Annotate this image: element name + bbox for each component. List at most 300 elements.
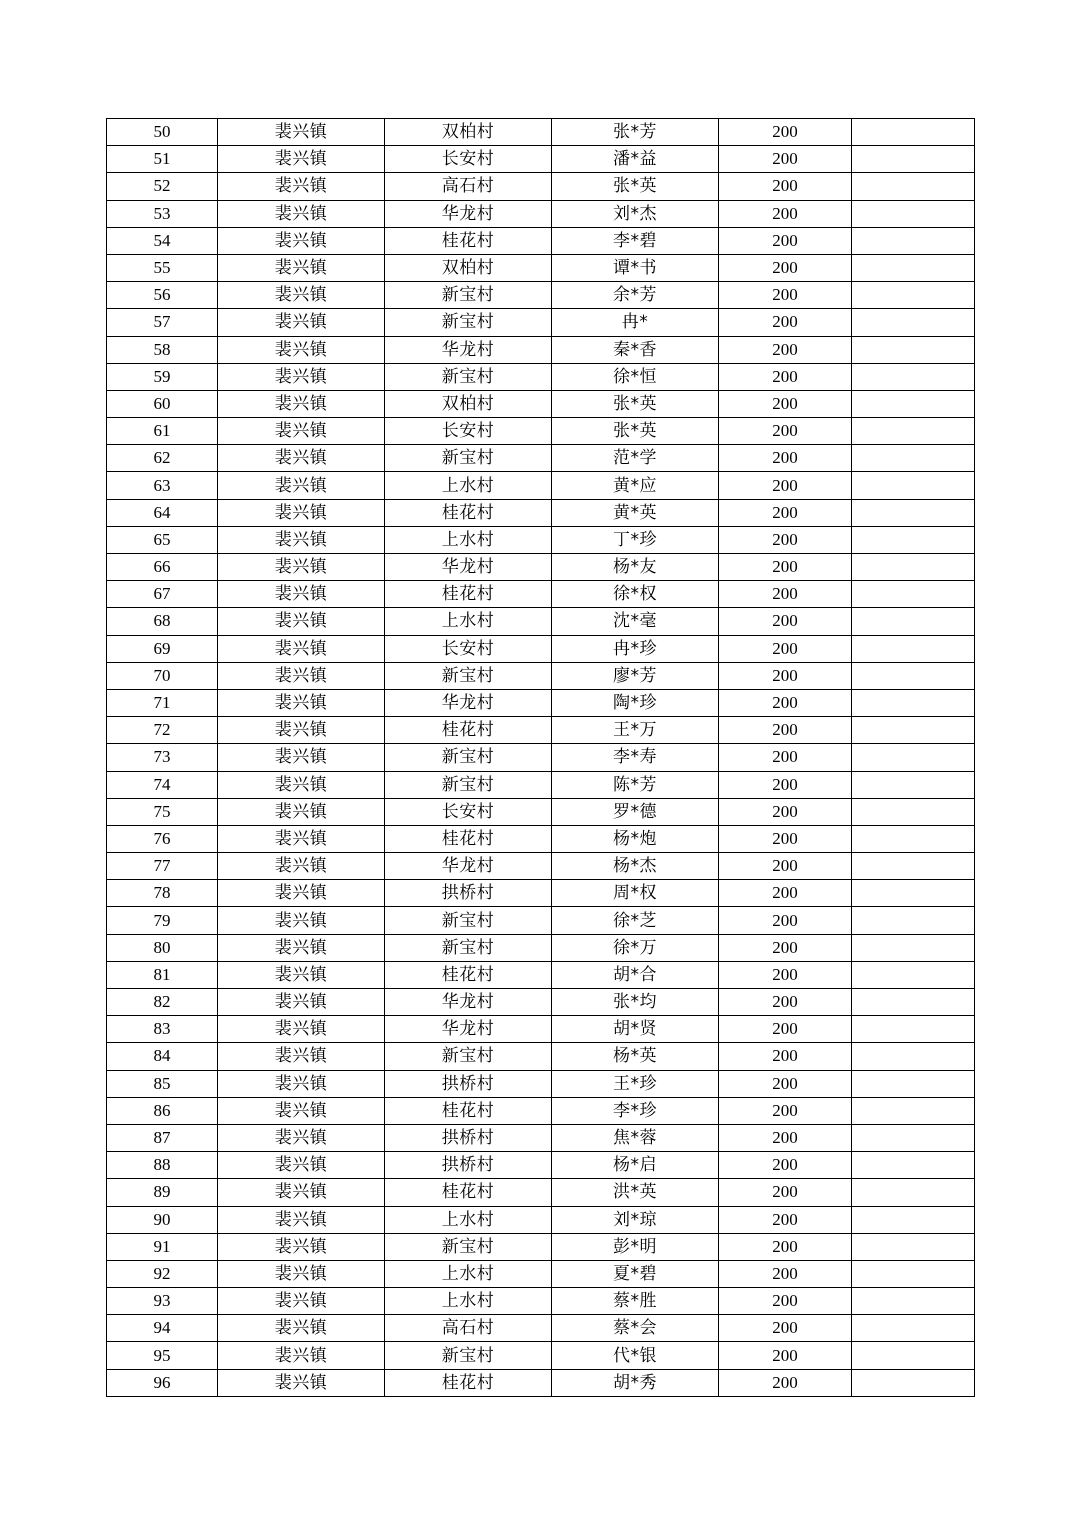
cell-town: 裴兴镇 bbox=[218, 662, 385, 689]
cell-blank bbox=[852, 635, 975, 662]
table-row bbox=[107, 689, 975, 716]
cell-blank bbox=[852, 1233, 975, 1260]
cell-village: 上水村 bbox=[385, 1288, 552, 1315]
cell-town: 裴兴镇 bbox=[218, 499, 385, 526]
cell-town: 裴兴镇 bbox=[218, 853, 385, 880]
cell-blank bbox=[852, 934, 975, 961]
cell-blank bbox=[852, 254, 975, 281]
cell-index: 93 bbox=[107, 1288, 218, 1315]
table-row bbox=[107, 1124, 975, 1151]
table-row bbox=[107, 146, 975, 173]
cell-town: 裴兴镇 bbox=[218, 119, 385, 146]
cell-index: 69 bbox=[107, 635, 218, 662]
cell-blank bbox=[852, 390, 975, 417]
cell-village: 双柏村 bbox=[385, 119, 552, 146]
cell-amount: 200 bbox=[719, 227, 852, 254]
cell-blank bbox=[852, 472, 975, 499]
cell-village: 新宝村 bbox=[385, 934, 552, 961]
cell-blank bbox=[852, 907, 975, 934]
cell-name: 张*英 bbox=[552, 390, 719, 417]
cell-name: 王*珍 bbox=[552, 1070, 719, 1097]
cell-town: 裴兴镇 bbox=[218, 173, 385, 200]
cell-amount: 200 bbox=[719, 1342, 852, 1369]
cell-index: 76 bbox=[107, 825, 218, 852]
cell-blank bbox=[852, 1369, 975, 1396]
cell-name: 范*学 bbox=[552, 445, 719, 472]
cell-town: 裴兴镇 bbox=[218, 880, 385, 907]
cell-town: 裴兴镇 bbox=[218, 1043, 385, 1070]
table-row bbox=[107, 1179, 975, 1206]
cell-index: 65 bbox=[107, 526, 218, 553]
cell-blank bbox=[852, 608, 975, 635]
cell-town: 裴兴镇 bbox=[218, 608, 385, 635]
table-row bbox=[107, 363, 975, 390]
cell-index: 56 bbox=[107, 282, 218, 309]
cell-name: 杨*友 bbox=[552, 554, 719, 581]
cell-amount: 200 bbox=[719, 1097, 852, 1124]
cell-name: 徐*万 bbox=[552, 934, 719, 961]
cell-village: 上水村 bbox=[385, 1260, 552, 1287]
cell-index: 68 bbox=[107, 608, 218, 635]
cell-village: 新宝村 bbox=[385, 1233, 552, 1260]
cell-name: 秦*香 bbox=[552, 336, 719, 363]
table-row bbox=[107, 608, 975, 635]
cell-town: 裴兴镇 bbox=[218, 934, 385, 961]
cell-blank bbox=[852, 173, 975, 200]
cell-village: 新宝村 bbox=[385, 309, 552, 336]
cell-index: 81 bbox=[107, 961, 218, 988]
cell-index: 87 bbox=[107, 1124, 218, 1151]
cell-name: 杨*杰 bbox=[552, 853, 719, 880]
cell-village: 桂花村 bbox=[385, 499, 552, 526]
cell-blank bbox=[852, 1206, 975, 1233]
cell-index: 95 bbox=[107, 1342, 218, 1369]
cell-index: 54 bbox=[107, 227, 218, 254]
cell-amount: 200 bbox=[719, 662, 852, 689]
cell-name: 洪*英 bbox=[552, 1179, 719, 1206]
table-row bbox=[107, 581, 975, 608]
table-row bbox=[107, 1233, 975, 1260]
table-row bbox=[107, 825, 975, 852]
table-row bbox=[107, 173, 975, 200]
cell-name: 谭*书 bbox=[552, 254, 719, 281]
cell-index: 79 bbox=[107, 907, 218, 934]
cell-name: 丁*珍 bbox=[552, 526, 719, 553]
table-row bbox=[107, 635, 975, 662]
cell-blank bbox=[852, 309, 975, 336]
cell-blank bbox=[852, 418, 975, 445]
table-row bbox=[107, 526, 975, 553]
cell-blank bbox=[852, 1124, 975, 1151]
cell-amount: 200 bbox=[719, 200, 852, 227]
cell-town: 裴兴镇 bbox=[218, 744, 385, 771]
cell-village: 华龙村 bbox=[385, 1016, 552, 1043]
cell-blank bbox=[852, 445, 975, 472]
cell-amount: 200 bbox=[719, 1016, 852, 1043]
cell-blank bbox=[852, 961, 975, 988]
cell-index: 52 bbox=[107, 173, 218, 200]
cell-amount: 200 bbox=[719, 418, 852, 445]
cell-town: 裴兴镇 bbox=[218, 1260, 385, 1287]
cell-name: 张*芳 bbox=[552, 119, 719, 146]
table-row bbox=[107, 119, 975, 146]
table-row bbox=[107, 1070, 975, 1097]
cell-village: 桂花村 bbox=[385, 227, 552, 254]
cell-index: 75 bbox=[107, 798, 218, 825]
table-row bbox=[107, 227, 975, 254]
cell-index: 61 bbox=[107, 418, 218, 445]
cell-village: 高石村 bbox=[385, 1315, 552, 1342]
cell-amount: 200 bbox=[719, 445, 852, 472]
cell-index: 89 bbox=[107, 1179, 218, 1206]
cell-town: 裴兴镇 bbox=[218, 635, 385, 662]
cell-index: 83 bbox=[107, 1016, 218, 1043]
cell-amount: 200 bbox=[719, 961, 852, 988]
cell-village: 拱桥村 bbox=[385, 880, 552, 907]
cell-town: 裴兴镇 bbox=[218, 227, 385, 254]
cell-index: 71 bbox=[107, 689, 218, 716]
cell-town: 裴兴镇 bbox=[218, 146, 385, 173]
cell-amount: 200 bbox=[719, 825, 852, 852]
cell-town: 裴兴镇 bbox=[218, 989, 385, 1016]
cell-village: 华龙村 bbox=[385, 989, 552, 1016]
table-row bbox=[107, 989, 975, 1016]
cell-index: 73 bbox=[107, 744, 218, 771]
cell-blank bbox=[852, 853, 975, 880]
table-row bbox=[107, 1097, 975, 1124]
cell-blank bbox=[852, 499, 975, 526]
cell-town: 裴兴镇 bbox=[218, 961, 385, 988]
cell-town: 裴兴镇 bbox=[218, 418, 385, 445]
cell-amount: 200 bbox=[719, 1233, 852, 1260]
cell-town: 裴兴镇 bbox=[218, 1369, 385, 1396]
table-row bbox=[107, 662, 975, 689]
cell-name: 陈*芳 bbox=[552, 771, 719, 798]
cell-amount: 200 bbox=[719, 689, 852, 716]
cell-blank bbox=[852, 119, 975, 146]
cell-index: 82 bbox=[107, 989, 218, 1016]
cell-name: 王*万 bbox=[552, 717, 719, 744]
cell-name: 徐*权 bbox=[552, 581, 719, 608]
cell-amount: 200 bbox=[719, 472, 852, 499]
cell-village: 上水村 bbox=[385, 1206, 552, 1233]
cell-blank bbox=[852, 689, 975, 716]
cell-amount: 200 bbox=[719, 309, 852, 336]
cell-town: 裴兴镇 bbox=[218, 472, 385, 499]
cell-amount: 200 bbox=[719, 608, 852, 635]
cell-town: 裴兴镇 bbox=[218, 771, 385, 798]
cell-blank bbox=[852, 1070, 975, 1097]
table-row bbox=[107, 309, 975, 336]
cell-town: 裴兴镇 bbox=[218, 336, 385, 363]
cell-name: 黄*英 bbox=[552, 499, 719, 526]
cell-blank bbox=[852, 1342, 975, 1369]
cell-village: 华龙村 bbox=[385, 336, 552, 363]
cell-name: 焦*蓉 bbox=[552, 1124, 719, 1151]
table-row bbox=[107, 771, 975, 798]
table-row bbox=[107, 880, 975, 907]
cell-amount: 200 bbox=[719, 1179, 852, 1206]
cell-town: 裴兴镇 bbox=[218, 1315, 385, 1342]
cell-amount: 200 bbox=[719, 1206, 852, 1233]
cell-index: 53 bbox=[107, 200, 218, 227]
cell-amount: 200 bbox=[719, 771, 852, 798]
cell-amount: 200 bbox=[719, 1315, 852, 1342]
cell-blank bbox=[852, 336, 975, 363]
cell-blank bbox=[852, 1288, 975, 1315]
table-row bbox=[107, 1342, 975, 1369]
cell-town: 裴兴镇 bbox=[218, 554, 385, 581]
cell-index: 59 bbox=[107, 363, 218, 390]
cell-index: 84 bbox=[107, 1043, 218, 1070]
cell-index: 67 bbox=[107, 581, 218, 608]
cell-index: 63 bbox=[107, 472, 218, 499]
cell-town: 裴兴镇 bbox=[218, 390, 385, 417]
cell-index: 55 bbox=[107, 254, 218, 281]
table-row bbox=[107, 1043, 975, 1070]
cell-village: 上水村 bbox=[385, 526, 552, 553]
cell-blank bbox=[852, 798, 975, 825]
cell-town: 裴兴镇 bbox=[218, 200, 385, 227]
cell-index: 70 bbox=[107, 662, 218, 689]
cell-index: 78 bbox=[107, 880, 218, 907]
table-row bbox=[107, 1369, 975, 1396]
cell-village: 拱桥村 bbox=[385, 1152, 552, 1179]
cell-village: 新宝村 bbox=[385, 1043, 552, 1070]
cell-index: 77 bbox=[107, 853, 218, 880]
cell-index: 66 bbox=[107, 554, 218, 581]
table-row bbox=[107, 472, 975, 499]
cell-town: 裴兴镇 bbox=[218, 581, 385, 608]
cell-name: 徐*恒 bbox=[552, 363, 719, 390]
cell-amount: 200 bbox=[719, 1124, 852, 1151]
cell-village: 华龙村 bbox=[385, 200, 552, 227]
table-row bbox=[107, 1315, 975, 1342]
cell-blank bbox=[852, 227, 975, 254]
cell-name: 李*寿 bbox=[552, 744, 719, 771]
cell-blank bbox=[852, 1179, 975, 1206]
cell-index: 80 bbox=[107, 934, 218, 961]
cell-village: 桂花村 bbox=[385, 717, 552, 744]
cell-village: 双柏村 bbox=[385, 390, 552, 417]
cell-name: 周*权 bbox=[552, 880, 719, 907]
cell-town: 裴兴镇 bbox=[218, 798, 385, 825]
cell-index: 92 bbox=[107, 1260, 218, 1287]
table-row bbox=[107, 717, 975, 744]
cell-blank bbox=[852, 146, 975, 173]
cell-amount: 200 bbox=[719, 554, 852, 581]
cell-name: 胡*秀 bbox=[552, 1369, 719, 1396]
cell-name: 杨*启 bbox=[552, 1152, 719, 1179]
cell-index: 74 bbox=[107, 771, 218, 798]
cell-name: 黄*应 bbox=[552, 472, 719, 499]
cell-index: 91 bbox=[107, 1233, 218, 1260]
cell-blank bbox=[852, 744, 975, 771]
cell-amount: 200 bbox=[719, 1288, 852, 1315]
cell-town: 裴兴镇 bbox=[218, 445, 385, 472]
cell-amount: 200 bbox=[719, 934, 852, 961]
cell-amount: 200 bbox=[719, 853, 852, 880]
cell-amount: 200 bbox=[719, 336, 852, 363]
table-row bbox=[107, 1260, 975, 1287]
cell-blank bbox=[852, 526, 975, 553]
cell-town: 裴兴镇 bbox=[218, 1097, 385, 1124]
cell-town: 裴兴镇 bbox=[218, 1124, 385, 1151]
cell-amount: 200 bbox=[719, 282, 852, 309]
cell-amount: 200 bbox=[719, 1260, 852, 1287]
cell-village: 新宝村 bbox=[385, 907, 552, 934]
cell-amount: 200 bbox=[719, 907, 852, 934]
cell-blank bbox=[852, 200, 975, 227]
cell-blank bbox=[852, 662, 975, 689]
cell-amount: 200 bbox=[719, 390, 852, 417]
cell-index: 64 bbox=[107, 499, 218, 526]
cell-index: 57 bbox=[107, 309, 218, 336]
cell-town: 裴兴镇 bbox=[218, 1070, 385, 1097]
cell-village: 上水村 bbox=[385, 608, 552, 635]
table-row bbox=[107, 336, 975, 363]
cell-name: 刘*琼 bbox=[552, 1206, 719, 1233]
cell-village: 新宝村 bbox=[385, 771, 552, 798]
cell-village: 华龙村 bbox=[385, 554, 552, 581]
cell-town: 裴兴镇 bbox=[218, 825, 385, 852]
cell-name: 彭*明 bbox=[552, 1233, 719, 1260]
cell-blank bbox=[852, 581, 975, 608]
cell-town: 裴兴镇 bbox=[218, 363, 385, 390]
cell-amount: 200 bbox=[719, 989, 852, 1016]
cell-amount: 200 bbox=[719, 635, 852, 662]
cell-index: 62 bbox=[107, 445, 218, 472]
cell-village: 新宝村 bbox=[385, 282, 552, 309]
cell-amount: 200 bbox=[719, 1369, 852, 1396]
cell-index: 86 bbox=[107, 1097, 218, 1124]
cell-blank bbox=[852, 825, 975, 852]
cell-town: 裴兴镇 bbox=[218, 689, 385, 716]
cell-amount: 200 bbox=[719, 499, 852, 526]
cell-village: 桂花村 bbox=[385, 581, 552, 608]
table-row bbox=[107, 418, 975, 445]
cell-amount: 200 bbox=[719, 744, 852, 771]
cell-village: 桂花村 bbox=[385, 1179, 552, 1206]
cell-amount: 200 bbox=[719, 173, 852, 200]
cell-village: 桂花村 bbox=[385, 1369, 552, 1396]
cell-village: 新宝村 bbox=[385, 662, 552, 689]
cell-amount: 200 bbox=[719, 1043, 852, 1070]
table-row bbox=[107, 390, 975, 417]
table-row bbox=[107, 907, 975, 934]
cell-index: 72 bbox=[107, 717, 218, 744]
cell-amount: 200 bbox=[719, 717, 852, 744]
cell-name: 余*芳 bbox=[552, 282, 719, 309]
table-row bbox=[107, 282, 975, 309]
cell-index: 88 bbox=[107, 1152, 218, 1179]
table-body bbox=[107, 119, 975, 1397]
cell-blank bbox=[852, 1315, 975, 1342]
cell-blank bbox=[852, 1043, 975, 1070]
cell-blank bbox=[852, 1260, 975, 1287]
cell-amount: 200 bbox=[719, 146, 852, 173]
cell-amount: 200 bbox=[719, 581, 852, 608]
table-row bbox=[107, 554, 975, 581]
cell-amount: 200 bbox=[719, 526, 852, 553]
cell-index: 94 bbox=[107, 1315, 218, 1342]
cell-town: 裴兴镇 bbox=[218, 1342, 385, 1369]
cell-name: 刘*杰 bbox=[552, 200, 719, 227]
cell-amount: 200 bbox=[719, 798, 852, 825]
cell-name: 徐*芝 bbox=[552, 907, 719, 934]
table-row bbox=[107, 254, 975, 281]
cell-name: 胡*贤 bbox=[552, 1016, 719, 1043]
cell-village: 拱桥村 bbox=[385, 1070, 552, 1097]
cell-name: 杨*英 bbox=[552, 1043, 719, 1070]
table-row bbox=[107, 1016, 975, 1043]
cell-blank bbox=[852, 363, 975, 390]
cell-town: 裴兴镇 bbox=[218, 1233, 385, 1260]
cell-name: 张*英 bbox=[552, 173, 719, 200]
cell-name: 冉* bbox=[552, 309, 719, 336]
cell-village: 双柏村 bbox=[385, 254, 552, 281]
cell-town: 裴兴镇 bbox=[218, 717, 385, 744]
cell-index: 85 bbox=[107, 1070, 218, 1097]
cell-town: 裴兴镇 bbox=[218, 526, 385, 553]
table-row bbox=[107, 499, 975, 526]
cell-name: 廖*芳 bbox=[552, 662, 719, 689]
cell-blank bbox=[852, 554, 975, 581]
cell-town: 裴兴镇 bbox=[218, 1179, 385, 1206]
cell-town: 裴兴镇 bbox=[218, 1016, 385, 1043]
cell-amount: 200 bbox=[719, 119, 852, 146]
cell-village: 上水村 bbox=[385, 472, 552, 499]
cell-blank bbox=[852, 989, 975, 1016]
cell-name: 冉*珍 bbox=[552, 635, 719, 662]
cell-name: 潘*益 bbox=[552, 146, 719, 173]
beneficiary-table bbox=[106, 118, 975, 1397]
cell-village: 新宝村 bbox=[385, 744, 552, 771]
cell-index: 60 bbox=[107, 390, 218, 417]
cell-village: 桂花村 bbox=[385, 961, 552, 988]
cell-name: 胡*合 bbox=[552, 961, 719, 988]
cell-name: 夏*碧 bbox=[552, 1260, 719, 1287]
cell-index: 96 bbox=[107, 1369, 218, 1396]
cell-town: 裴兴镇 bbox=[218, 254, 385, 281]
cell-village: 新宝村 bbox=[385, 1342, 552, 1369]
cell-village: 长安村 bbox=[385, 146, 552, 173]
table-row bbox=[107, 1206, 975, 1233]
cell-blank bbox=[852, 880, 975, 907]
cell-town: 裴兴镇 bbox=[218, 309, 385, 336]
table-row bbox=[107, 853, 975, 880]
cell-village: 桂花村 bbox=[385, 1097, 552, 1124]
cell-name: 李*碧 bbox=[552, 227, 719, 254]
cell-name: 张*英 bbox=[552, 418, 719, 445]
cell-village: 华龙村 bbox=[385, 689, 552, 716]
cell-name: 罗*德 bbox=[552, 798, 719, 825]
cell-town: 裴兴镇 bbox=[218, 1288, 385, 1315]
cell-index: 90 bbox=[107, 1206, 218, 1233]
cell-name: 代*银 bbox=[552, 1342, 719, 1369]
cell-village: 长安村 bbox=[385, 635, 552, 662]
table-row bbox=[107, 200, 975, 227]
cell-amount: 200 bbox=[719, 1152, 852, 1179]
table-row bbox=[107, 961, 975, 988]
cell-town: 裴兴镇 bbox=[218, 1152, 385, 1179]
cell-name: 李*珍 bbox=[552, 1097, 719, 1124]
cell-blank bbox=[852, 282, 975, 309]
cell-amount: 200 bbox=[719, 363, 852, 390]
cell-amount: 200 bbox=[719, 254, 852, 281]
table-row bbox=[107, 934, 975, 961]
cell-name: 蔡*胜 bbox=[552, 1288, 719, 1315]
